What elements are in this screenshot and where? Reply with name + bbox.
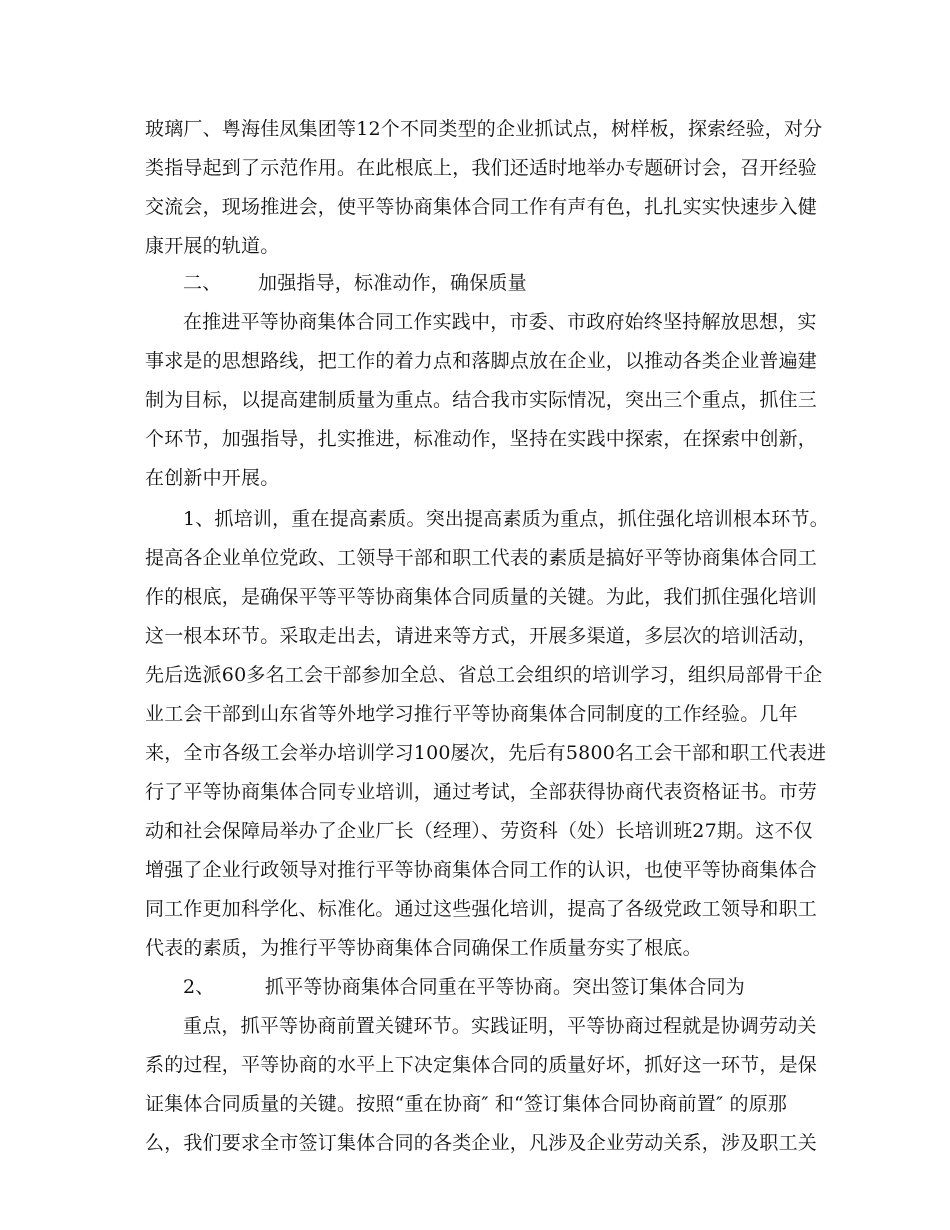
paragraph-line: 先后选派60多名工会干部参加全总、省总工会组织的培训学习，组织局部骨干企	[145, 664, 823, 686]
paragraph-line: 业工会干部到山东省等外地学习推行平等协商集体合同制度的工作经验。几年	[145, 703, 798, 725]
paragraph-line: 康开展的轨道。	[145, 235, 280, 257]
paragraph-line: 在推进平等协商集体合同工作实践中，市委、市政府始终坚持解放思想，实	[183, 311, 817, 333]
paragraph-line: 提高各企业单位党政、工领导干部和职工代表的素质是搞好平等协商集体合同工	[145, 547, 818, 569]
paragraph-line: 行了平等协商集体合同专业培训，通过考试，全部获得协商代表资格证书。市劳	[145, 781, 818, 803]
paragraph-line: 系的过程，平等协商的水平上下决定集体合同的质量好坏，抓好这一环节，是保	[145, 1054, 818, 1076]
section-number: 二、	[183, 272, 222, 294]
paragraph-line: 作的根底，是确保平等平等协商集体合同质量的关键。为此，我们抓住强化培训	[145, 586, 818, 608]
paragraph-line: 同工作更加科学化、标准化。通过这些强化培训，提高了各级党政工领导和职工	[145, 898, 818, 920]
paragraph-line: 么，我们要求全市签订集体合同的各类企业，凡涉及企业劳动关系，涉及职工关	[145, 1132, 818, 1154]
paragraph-line: 证集体合同质量的关键。按照“重在协商″ 和“签订集体合同协商前置″ 的原那	[145, 1093, 788, 1115]
paragraph-line: 制为目标，以提高建制质量为重点。结合我市实际情况，突出三个重点，抓住三	[145, 389, 818, 411]
item-number: 2、	[183, 976, 215, 998]
section-title: 加强指导，标准动作，确保质量	[258, 272, 527, 294]
paragraph-line: 这一根本环节。采取走出去，请进来等方式，开展多渠道，多层次的培训活动，	[145, 625, 818, 647]
paragraph-line: 交流会，现场推进会，使平等协商集体合同工作有声有色，扎扎实实快速步入健	[145, 196, 818, 218]
paragraph-line: 来，全市各级工会举办培训学习100屡次，先后有5800名工会干部和职工代表进	[145, 742, 827, 764]
paragraph-line: 重点，抓平等协商前置关键环节。实践证明，平等协商过程就是协调劳动关	[183, 1015, 817, 1037]
paragraph-line: 个环节，加强指导，扎实推进，标准动作，坚持在实践中探索，在探索中创新，	[145, 428, 818, 450]
paragraph-line: 事求是的思想路线，把工作的着力点和落脚点放在企业，以推动各类企业普遍建	[145, 350, 818, 372]
paragraph-line: 类指导起到了示范作用。在此根底上，我们还适时地举办专题研讨会，召开经验	[145, 157, 818, 179]
paragraph-line: 增强了企业行政领导对推行平等协商集体合同工作的认识，也使平等协商集体合	[145, 859, 818, 881]
paragraph-line: 1、抓培训，重在提高素质。突出提高素质为重点，抓住强化培训根本环节。	[183, 508, 829, 530]
paragraph-line: 在创新中开展。	[145, 467, 280, 489]
item-heading: 抓平等协商集体合同重在平等协商。突出签订集体合同为	[265, 976, 746, 998]
paragraph-line: 玻璃厂、粤海佳凤集团等12个不同类型的企业抓试点，树样板，探索经验，对分	[145, 118, 823, 140]
paragraph-line: 代表的素质，为推行平等协商集体合同确保工作质量夯实了根底。	[145, 937, 702, 959]
paragraph-line: 动和社会保障局举办了企业厂长（经理）、劳资科（处）长培训班27期。这不仅	[145, 820, 813, 842]
